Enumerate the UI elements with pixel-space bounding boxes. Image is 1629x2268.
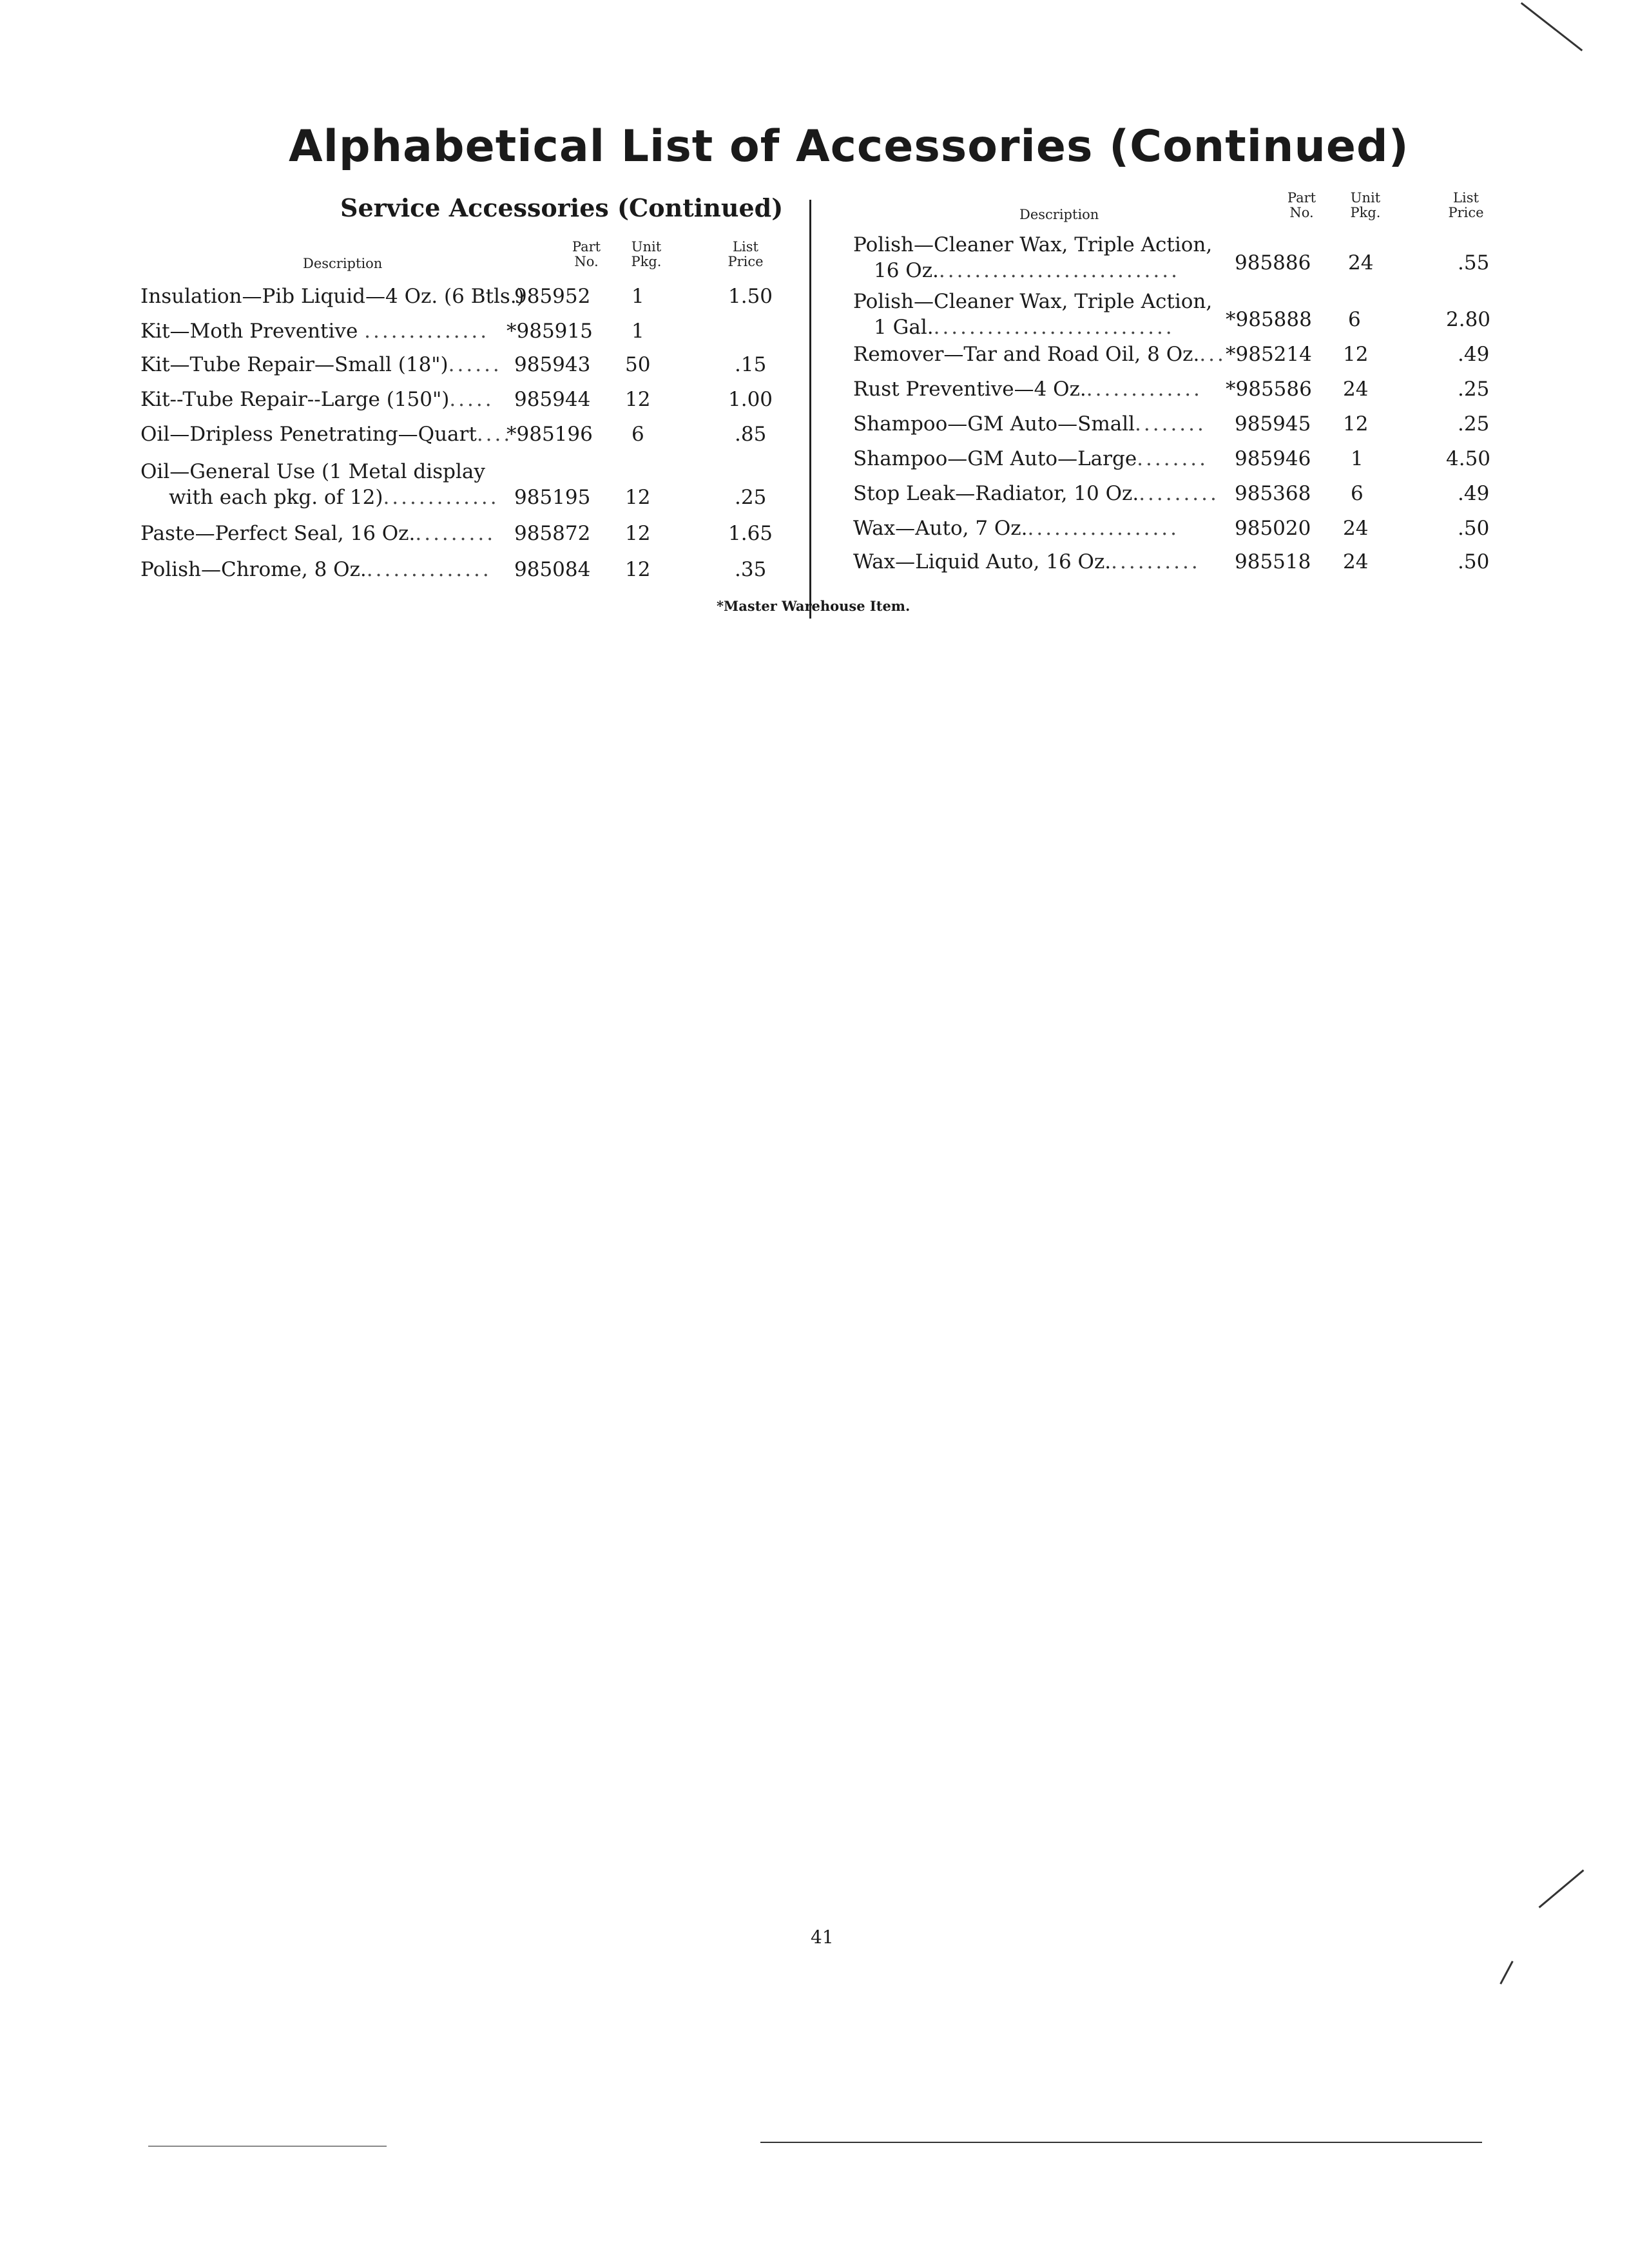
header-pkg-label: Pkg. bbox=[1350, 205, 1381, 220]
item-description-line: Kit—Moth Preventive bbox=[140, 320, 358, 343]
item-part-no: 985368 bbox=[1235, 482, 1311, 505]
item-list-price: 1.65 bbox=[728, 522, 773, 545]
item-list-price: 2.80 bbox=[1446, 308, 1491, 331]
item-list-price: 1.00 bbox=[728, 388, 773, 411]
item-part-no: 985946 bbox=[1235, 447, 1311, 470]
item-list-price: 4.50 bbox=[1446, 447, 1491, 470]
item-unit-pkg: 24 bbox=[1343, 378, 1369, 401]
item-unit-pkg: 1 bbox=[1351, 447, 1364, 470]
leader-dots: ............. bbox=[1086, 378, 1202, 401]
item-unit-pkg: 1 bbox=[631, 285, 644, 308]
item-description-line bbox=[853, 314, 1212, 340]
left-header-description: Description bbox=[303, 256, 383, 271]
item-list-price: .25 bbox=[735, 486, 767, 509]
item-description bbox=[853, 481, 1219, 506]
scan-edge-line bbox=[760, 2142, 1482, 2143]
item-description bbox=[140, 421, 512, 447]
item-unit-pkg: 12 bbox=[625, 558, 651, 581]
item-description-line: Stop Leak—Radiator, 10 Oz. bbox=[853, 482, 1139, 505]
leader-dots: ......... bbox=[415, 522, 496, 545]
corner-mark bbox=[1499, 1961, 1513, 1984]
leader-dots: ............. bbox=[383, 486, 499, 509]
item-description-line: Polish—Cleaner Wax, Triple Action, bbox=[853, 290, 1213, 313]
item-list-price: .25 bbox=[1458, 412, 1490, 436]
item-description bbox=[140, 284, 525, 309]
item-unit-pkg: 12 bbox=[625, 522, 651, 545]
item-list-price: .49 bbox=[1458, 482, 1490, 505]
item-description bbox=[140, 387, 494, 412]
header-no-label: No. bbox=[574, 254, 599, 269]
item-part-no: 985084 bbox=[514, 558, 591, 581]
list-item bbox=[140, 459, 785, 513]
left-header-unit-pkg bbox=[624, 240, 669, 269]
item-part-no: *985586 bbox=[1226, 378, 1312, 401]
page-number: 41 bbox=[811, 1927, 834, 1948]
header-no-label: No. bbox=[1289, 205, 1314, 220]
item-unit-pkg: 24 bbox=[1343, 517, 1369, 540]
leader-dots: .............. bbox=[364, 320, 490, 343]
item-list-price: .49 bbox=[1458, 343, 1490, 366]
header-unit-label: Unit bbox=[1350, 190, 1381, 206]
item-description-text: 16 Oz. bbox=[874, 259, 939, 282]
leader-dots: ...... bbox=[448, 353, 502, 376]
leader-dots: ........ bbox=[1137, 447, 1209, 470]
header-price-label: Price bbox=[728, 254, 764, 269]
item-unit-pkg: 12 bbox=[625, 486, 651, 509]
item-unit-pkg: 12 bbox=[1343, 343, 1369, 366]
item-description-text: 1 Gal. bbox=[874, 316, 934, 339]
item-unit-pkg: 24 bbox=[1348, 251, 1374, 274]
leader-dots: .............. bbox=[366, 558, 492, 581]
item-unit-pkg: 12 bbox=[625, 388, 651, 411]
item-part-no: *985196 bbox=[506, 423, 593, 446]
item-unit-pkg: 6 bbox=[1351, 482, 1364, 505]
item-part-no: 985195 bbox=[514, 486, 591, 509]
item-description bbox=[853, 446, 1208, 472]
footnote: *Master Warehouse Item. bbox=[717, 598, 911, 614]
header-part-label: Part bbox=[572, 239, 601, 255]
item-description-line bbox=[140, 485, 499, 510]
item-description-line: Shampoo—GM Auto—Small bbox=[853, 412, 1135, 436]
item-description bbox=[853, 289, 1212, 340]
item-description bbox=[853, 411, 1206, 437]
item-unit-pkg: 1 bbox=[631, 320, 644, 343]
item-description bbox=[140, 557, 492, 582]
item-part-no: *985214 bbox=[1226, 343, 1312, 366]
item-part-no: 985020 bbox=[1235, 517, 1311, 540]
column-divider bbox=[809, 200, 811, 619]
item-description bbox=[140, 521, 496, 546]
list-item bbox=[853, 232, 1498, 286]
item-description-line: Polish—Cleaner Wax, Triple Action, bbox=[853, 233, 1213, 256]
item-description-line: Kit—Tube Repair—Small (18") bbox=[140, 353, 448, 376]
item-part-no: 985944 bbox=[514, 388, 591, 411]
leader-dots: .... bbox=[476, 423, 513, 446]
item-description-line: Paste—Perfect Seal, 16 Oz. bbox=[140, 522, 416, 545]
header-part-label: Part bbox=[1287, 190, 1316, 206]
item-unit-pkg: 6 bbox=[1348, 308, 1361, 331]
item-description-line: Insulation—Pib Liquid—4 Oz. (6 Btls.) bbox=[140, 285, 525, 308]
right-header-part-no bbox=[1282, 191, 1321, 220]
header-list-label: List bbox=[1453, 190, 1479, 206]
right-header-unit-pkg bbox=[1343, 191, 1388, 220]
item-unit-pkg: 24 bbox=[1343, 550, 1369, 573]
item-list-price: .15 bbox=[735, 353, 767, 376]
leader-dots: .......... bbox=[1111, 550, 1200, 573]
corner-mark bbox=[1521, 2, 1583, 51]
item-description bbox=[140, 318, 489, 344]
item-part-no: *985915 bbox=[506, 320, 593, 343]
item-description-line: Rust Preventive—4 Oz. bbox=[853, 378, 1086, 401]
item-description-text: with each pkg. of 12) bbox=[169, 486, 383, 509]
item-part-no: *985888 bbox=[1226, 308, 1312, 331]
item-part-no: 985952 bbox=[514, 285, 591, 308]
item-description bbox=[853, 232, 1212, 284]
right-header-description: Description bbox=[1019, 207, 1099, 222]
item-part-no: 985872 bbox=[514, 522, 591, 545]
leader-dots: ........................... bbox=[933, 316, 1175, 339]
leader-dots: ........ bbox=[1135, 412, 1206, 436]
leader-dots: ................. bbox=[1027, 517, 1180, 540]
item-list-price: .55 bbox=[1458, 251, 1490, 274]
section-subtitle: Service Accessories (Continued) bbox=[340, 193, 784, 222]
item-unit-pkg: 50 bbox=[625, 353, 651, 376]
header-unit-label: Unit bbox=[631, 239, 662, 255]
item-description-line: Kit--Tube Repair--Large (150") bbox=[140, 388, 450, 411]
item-part-no: 985945 bbox=[1235, 412, 1311, 436]
item-description bbox=[140, 459, 499, 510]
header-price-label: Price bbox=[1448, 205, 1484, 220]
item-unit-pkg: 6 bbox=[631, 423, 644, 446]
item-description bbox=[853, 376, 1202, 402]
page-title: Alphabetical List of Accessories (Continued) bbox=[289, 121, 1409, 172]
item-description bbox=[140, 352, 502, 378]
item-list-price: .35 bbox=[735, 558, 767, 581]
item-list-price: .85 bbox=[735, 423, 767, 446]
leader-dots: ........................... bbox=[938, 259, 1180, 282]
item-description-line: Shampoo—GM Auto—Large bbox=[853, 447, 1137, 470]
item-unit-pkg: 12 bbox=[1343, 412, 1369, 436]
header-list-label: List bbox=[733, 239, 758, 255]
scan-edge-line bbox=[148, 2146, 387, 2147]
right-header-list-price bbox=[1443, 191, 1489, 220]
item-description bbox=[853, 341, 1226, 367]
list-item bbox=[853, 289, 1498, 343]
item-description bbox=[853, 549, 1200, 575]
item-list-price: .50 bbox=[1458, 517, 1490, 540]
item-description-line bbox=[853, 258, 1212, 284]
item-list-price: 1.50 bbox=[728, 285, 773, 308]
left-header-list-price bbox=[723, 240, 768, 269]
header-pkg-label: Pkg. bbox=[631, 254, 662, 269]
leader-dots: ..... bbox=[449, 388, 494, 411]
item-description bbox=[853, 515, 1179, 541]
item-part-no: 985943 bbox=[514, 353, 591, 376]
item-description-line: Wax—Auto, 7 Oz. bbox=[853, 517, 1028, 540]
item-list-price: .50 bbox=[1458, 550, 1490, 573]
item-description-line: Polish—Chrome, 8 Oz. bbox=[140, 558, 367, 581]
item-part-no: 985886 bbox=[1235, 251, 1311, 274]
left-header-part-no bbox=[567, 240, 606, 269]
item-description-line: Oil—General Use (1 Metal display bbox=[140, 460, 485, 483]
corner-mark bbox=[1539, 1869, 1585, 1908]
item-list-price: .25 bbox=[1458, 378, 1490, 401]
item-description-line: Oil—Dripless Penetrating—Quart bbox=[140, 423, 477, 446]
leader-dots: ......... bbox=[1139, 482, 1219, 505]
item-part-no: 985518 bbox=[1235, 550, 1311, 573]
item-description-line: Remover—Tar and Road Oil, 8 Oz. bbox=[853, 343, 1200, 366]
leader-dots: ... bbox=[1199, 343, 1226, 366]
item-description-line: Wax—Liquid Auto, 16 Oz. bbox=[853, 550, 1112, 573]
